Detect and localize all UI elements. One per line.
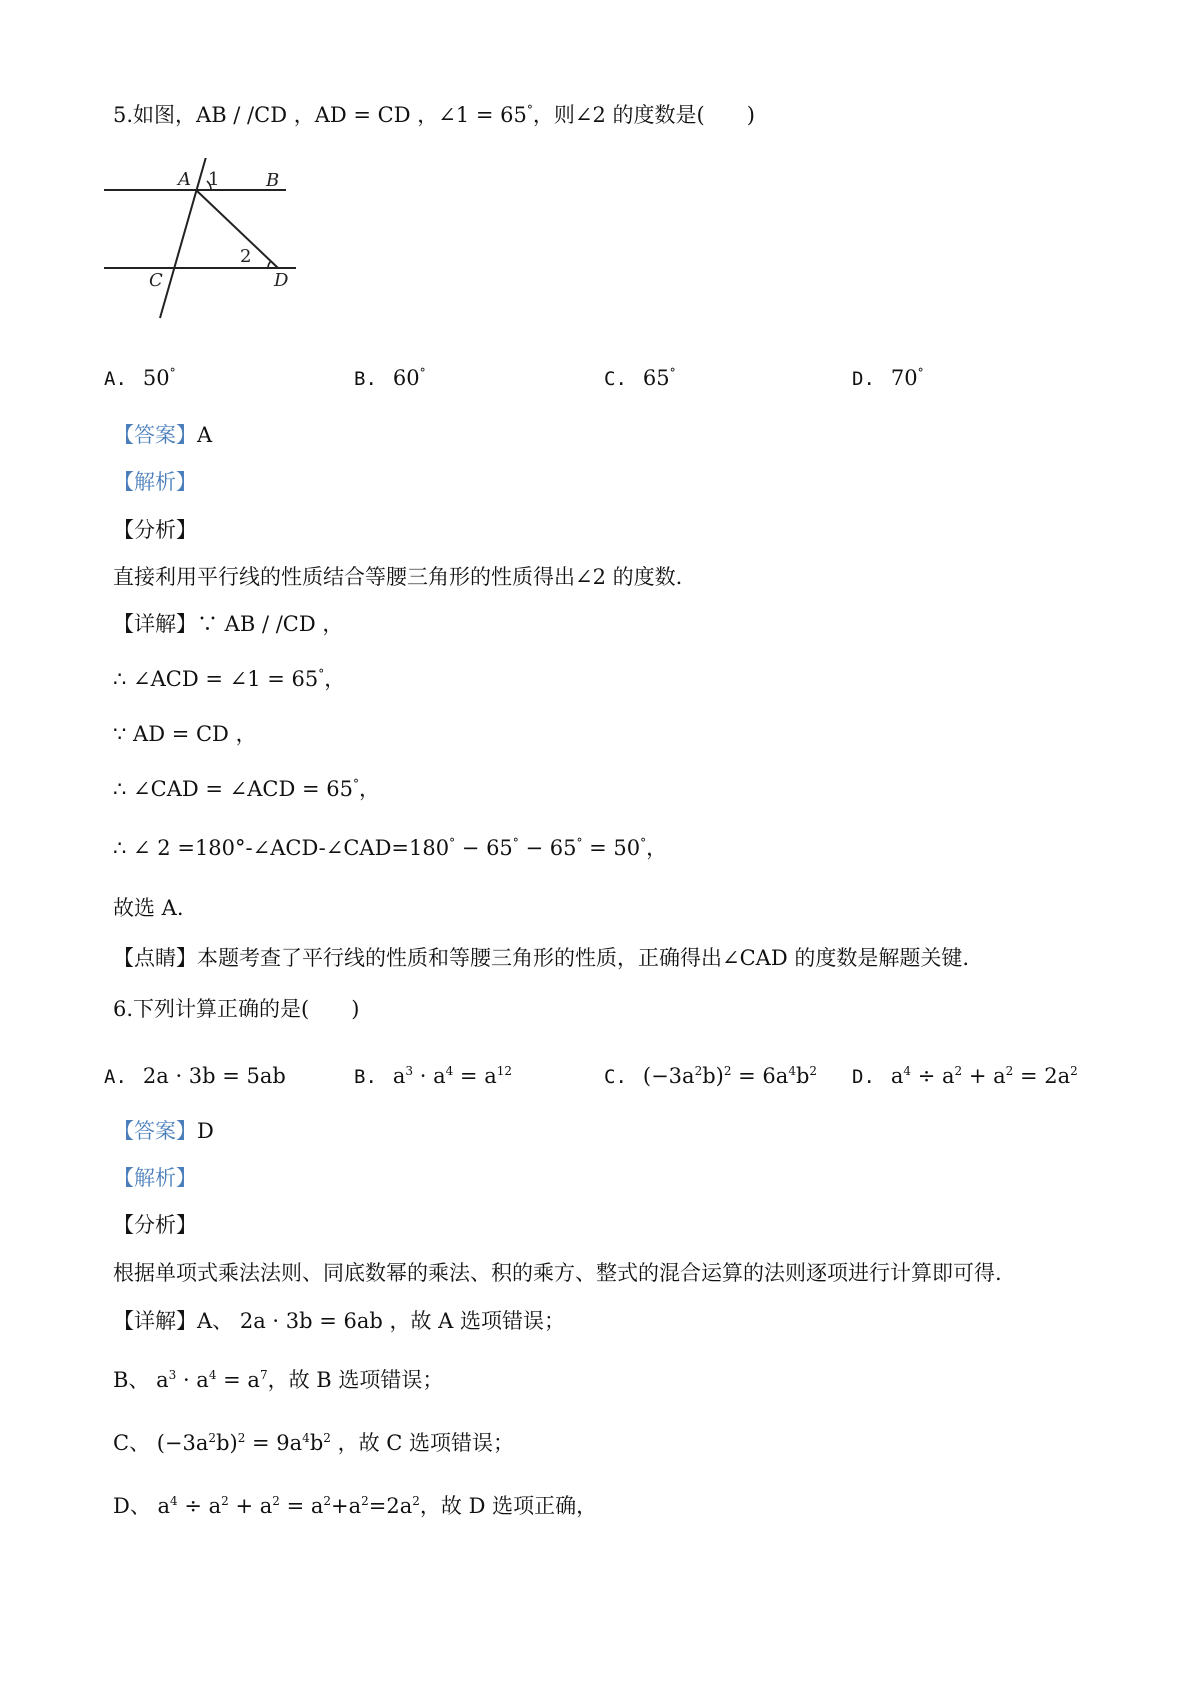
q5-figure [104, 158, 334, 348]
text-segment: =2a [368, 1494, 413, 1518]
text-segment: b [795, 1064, 810, 1088]
superscript: ° [512, 836, 519, 850]
q6-option-letter: D. [852, 1066, 875, 1088]
label-c: C [149, 270, 163, 291]
label-d: D [274, 270, 289, 291]
text-segment: · a [176, 1368, 209, 1392]
q6-option-d [852, 1060, 1078, 1093]
superscript: 4 [788, 1064, 796, 1078]
text-segment: 【答案】 [113, 423, 197, 447]
superscript: 3 [405, 1064, 414, 1078]
text-segment: ，则∠2 的度数是( ) [532, 103, 755, 127]
superscript: 4 [302, 1431, 310, 1445]
label-b: B [266, 170, 280, 191]
text-segment: a [392, 1064, 406, 1088]
superscript: ° [449, 836, 456, 850]
superscript: 2 [954, 1064, 963, 1078]
q5-option-letter: A. [104, 368, 127, 390]
superscript: 3 [168, 1368, 177, 1382]
text-segment: = 9a [245, 1431, 303, 1455]
text-segment: B、 a [113, 1368, 169, 1392]
text-segment: = a [279, 1494, 324, 1518]
q5-option-b [354, 362, 426, 395]
text-segment: 【解析】 [113, 470, 197, 494]
superscript: 2 [694, 1064, 703, 1078]
superscript: 2 [1005, 1064, 1014, 1078]
text-segment: 【解析】 [113, 1166, 197, 1190]
q6-option-letter: A. [104, 1066, 127, 1088]
text-segment: − 65 [518, 836, 577, 860]
q5-option-letter: B. [354, 368, 377, 390]
q6-option-a [104, 1060, 286, 1093]
text-segment: 70 [890, 366, 918, 390]
superscript: ° [318, 667, 325, 681]
q6-option-value [891, 1064, 1078, 1088]
text-segment: +a [331, 1494, 362, 1518]
q6-detail-b [113, 1365, 443, 1395]
text-segment: ÷ a [177, 1494, 222, 1518]
superscript: 2 [323, 1431, 331, 1445]
q5-fenxi-heading [113, 515, 197, 545]
q5-conclusion [113, 893, 184, 923]
superscript: 12 [496, 1064, 512, 1078]
superscript: 2 [361, 1494, 369, 1508]
q6-option-value [393, 1064, 512, 1088]
text-segment: ∴ ∠CAD = ∠ACD = 65 [113, 777, 353, 801]
superscript: 4 [170, 1494, 178, 1508]
text-segment: ， [646, 836, 668, 860]
text-segment: b) [702, 1064, 724, 1088]
q6-option-letter: C. [604, 1066, 627, 1088]
text-segment: 故选 A. [113, 896, 184, 920]
q6-answer [113, 1116, 214, 1146]
text-segment: 65 [642, 366, 670, 390]
superscript: ° [669, 366, 676, 380]
superscript: 2 [1070, 1064, 1078, 1078]
q6-jiexi-heading [113, 1163, 197, 1193]
q5-option-value [143, 366, 176, 390]
text-segment: = 6a [731, 1064, 789, 1088]
superscript: 2 [237, 1431, 246, 1445]
q5-fenxi-text [113, 562, 682, 592]
q5-dianjing [113, 943, 969, 973]
q5-step-4 [113, 833, 667, 863]
text-segment: ∴ ∠ACD = ∠1 = 65 [113, 667, 319, 691]
label-2: 2 [240, 246, 252, 267]
text-segment: 【详解】∵ AB / /CD ， [113, 612, 344, 636]
text-segment: A [197, 423, 213, 447]
q6-detail-c [113, 1428, 514, 1458]
superscript: 4 [208, 1368, 217, 1382]
text-segment: 50 [142, 366, 170, 390]
q5-question [113, 100, 755, 130]
q5-option-value [891, 366, 924, 390]
text-segment: 直接利用平行线的性质结合等腰三角形的性质得出∠2 的度数. [113, 565, 683, 589]
text-segment: ， [324, 667, 346, 691]
q6-detail-a [113, 1306, 565, 1336]
angle-2-arc [268, 261, 271, 268]
text-segment: = 2a [1013, 1064, 1071, 1088]
text-segment: = 50 [582, 836, 641, 860]
label-1: 1 [208, 169, 220, 190]
q5-step-2 [113, 719, 257, 749]
superscript: 2 [809, 1064, 818, 1078]
text-segment: D [197, 1119, 214, 1143]
text-segment: 2a · 3b = 5ab [142, 1064, 286, 1088]
q5-option-letter: C. [604, 368, 627, 390]
text-segment: 60 [392, 366, 420, 390]
text-segment: 【点睛】本题考查了平行线的性质和等腰三角形的性质，正确得出∠CAD 的度数是解题关键. [113, 946, 970, 970]
text-segment: ，故 D 选项正确， [419, 1494, 598, 1518]
text-segment: ，故 B 选项错误； [267, 1368, 444, 1392]
label-a: A [178, 169, 191, 190]
text-segment: D、 a [113, 1494, 171, 1518]
superscript: ° [917, 366, 924, 380]
q6-options [0, 1060, 1200, 1092]
q5-option-letter: D. [852, 368, 875, 390]
text-segment: a [890, 1064, 904, 1088]
superscript: ° [576, 836, 583, 850]
q6-fenxi-text [113, 1258, 1002, 1288]
text-segment: ，故 C 选项错误； [330, 1431, 514, 1455]
q5-option-value [393, 366, 426, 390]
superscript: 2 [723, 1064, 732, 1078]
text-segment: ， [358, 777, 380, 801]
superscript: 2 [208, 1431, 217, 1445]
superscript: 7 [259, 1368, 268, 1382]
text-segment: · a [413, 1064, 446, 1088]
q6-question [113, 994, 359, 1024]
superscript: ° [640, 836, 647, 850]
q6-fenxi-heading [113, 1210, 197, 1240]
q5-answer [113, 420, 212, 450]
superscript: ° [169, 366, 176, 380]
text-segment: (−3a [642, 1064, 695, 1088]
text-segment: = a [216, 1368, 260, 1392]
q6-option-b [354, 1060, 512, 1093]
superscript: 2 [323, 1494, 332, 1508]
q5-option-d [852, 362, 924, 395]
text-segment: b) [216, 1431, 238, 1455]
q5-detail-intro [113, 609, 343, 639]
q5-step-1 [113, 664, 345, 694]
text-segment: ÷ a [911, 1064, 955, 1088]
q5-option-a [104, 362, 176, 395]
segment-ad [196, 190, 278, 268]
text-segment: 【分析】 [113, 518, 197, 542]
q5-step-3 [113, 774, 380, 804]
text-segment: ∵ AD = CD ， [113, 722, 257, 746]
text-segment: 5.如图，AB / /CD ，AD = CD ，∠1 = 65 [113, 103, 527, 127]
q6-option-letter: B. [354, 1066, 377, 1088]
text-segment: 根据单项式乘法法则、同底数幂的乘法、积的乘方、整式的混合运算的法则逐项进行计算即可得. [113, 1261, 1002, 1285]
superscript: 2 [272, 1494, 280, 1508]
superscript: 4 [445, 1064, 454, 1078]
q5-option-value [643, 366, 676, 390]
text-segment: − 65 [455, 836, 513, 860]
text-segment: 【分析】 [113, 1213, 197, 1237]
text-segment: = a [453, 1064, 497, 1088]
text-segment: 6.下列计算正确的是( ) [113, 997, 360, 1021]
superscript: ° [419, 366, 426, 380]
superscript: ° [352, 777, 359, 791]
q6-detail-d [113, 1491, 597, 1521]
q5-option-c [604, 362, 676, 395]
q6-option-value [643, 1064, 817, 1088]
q6-option-c [604, 1060, 817, 1093]
text-segment: C、 (−3a [113, 1431, 209, 1455]
superscript: ° [526, 103, 533, 117]
superscript: 2 [221, 1494, 229, 1508]
text-segment: b [309, 1431, 324, 1455]
superscript: 4 [903, 1064, 912, 1078]
text-segment: + a [962, 1064, 1006, 1088]
text-segment: + a [228, 1494, 273, 1518]
q6-option-value [143, 1064, 286, 1088]
q5-options [0, 362, 1200, 394]
text-segment: ∴ ∠ 2 =180°-∠ACD-∠CAD=180 [113, 836, 450, 860]
q5-jiexi-heading [113, 467, 197, 497]
superscript: 2 [412, 1494, 420, 1508]
text-segment: 【答案】 [113, 1119, 197, 1143]
text-segment: 【详解】A、 2a · 3b = 6ab ，故 A 选项错误； [113, 1309, 566, 1333]
